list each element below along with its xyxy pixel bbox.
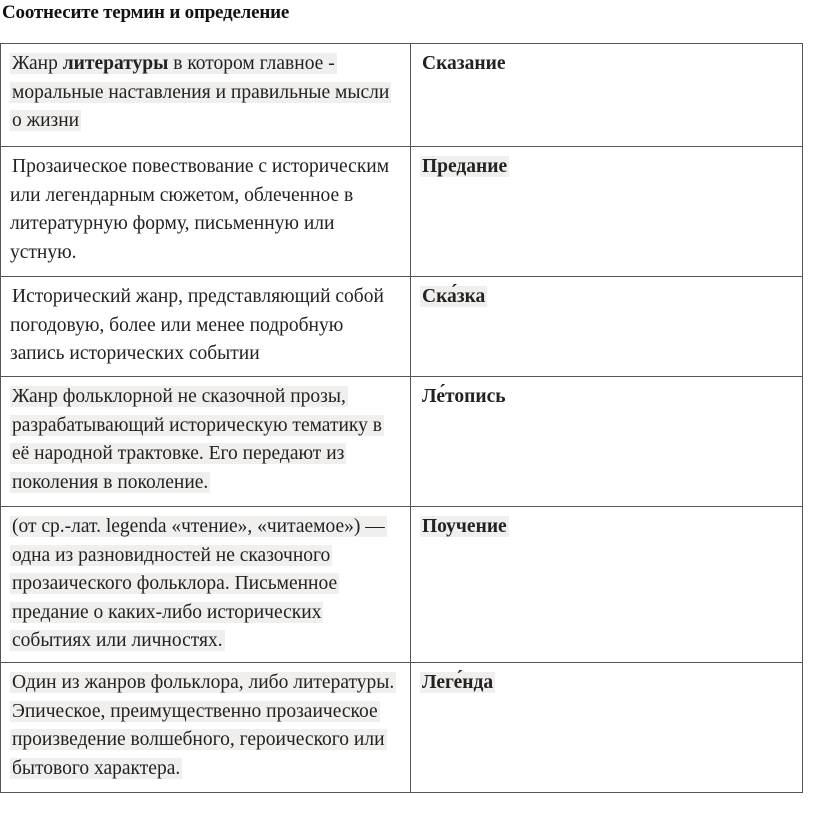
term-text: Сказание <box>422 53 506 74</box>
table-row <box>1 147 803 277</box>
definition-cell <box>1 507 411 663</box>
table-row <box>1 663 803 793</box>
term-cell <box>411 663 803 793</box>
definition-text: Жанр фольклорной не сказочной прозы, разрабатывающий историческую тематику в её народной трактовке. Его передают из поколения в поколение. <box>12 386 382 493</box>
term-text: Ска́зка <box>422 286 486 307</box>
matching-table <box>0 43 803 793</box>
definition-cell <box>1 377 411 507</box>
definition-text: Один из жанров фольклора, либо литературы. Эпическое, преимущественно прозаическое произведение волшебного, героического или бытового характера. <box>12 672 395 779</box>
term-cell <box>411 147 803 277</box>
term-text: Ле́топись <box>422 386 506 407</box>
table-row <box>1 277 803 377</box>
term-text: Предание <box>422 156 508 177</box>
term-cell <box>411 277 803 377</box>
definition-text: Жанр литературы в котором главное - моральные наставления и правильные мысли о жизни <box>12 53 390 131</box>
definition-cell <box>1 44 411 147</box>
table-row <box>1 377 803 507</box>
term-cell <box>411 507 803 663</box>
definition-text: Исторический жанр, представляющий собой погодовую, более или менее подробную запись исторических событии <box>10 286 384 364</box>
term-text: Поучение <box>422 516 507 537</box>
page-title: Соотнесите термин и определение <box>2 2 290 23</box>
term-cell <box>411 44 803 147</box>
definition-cell <box>1 277 411 377</box>
table-row <box>1 507 803 663</box>
definition-cell <box>1 663 411 793</box>
definition-text: (от ср.-лат. legenda «чтение», «читаемое») — одна из разновидностей не сказочного прозаического фольклора. Письменное предание о каких-либо исторических событиях или личностях. <box>12 516 385 651</box>
table-row <box>1 44 803 147</box>
term-cell <box>411 377 803 507</box>
term-text: Леге́нда <box>422 672 494 693</box>
definition-text: Прозаическое повествование с историческим или легендарным сюжетом, облеченное в литературную форму, письменную или устную. <box>10 156 390 263</box>
definition-cell <box>1 147 411 277</box>
